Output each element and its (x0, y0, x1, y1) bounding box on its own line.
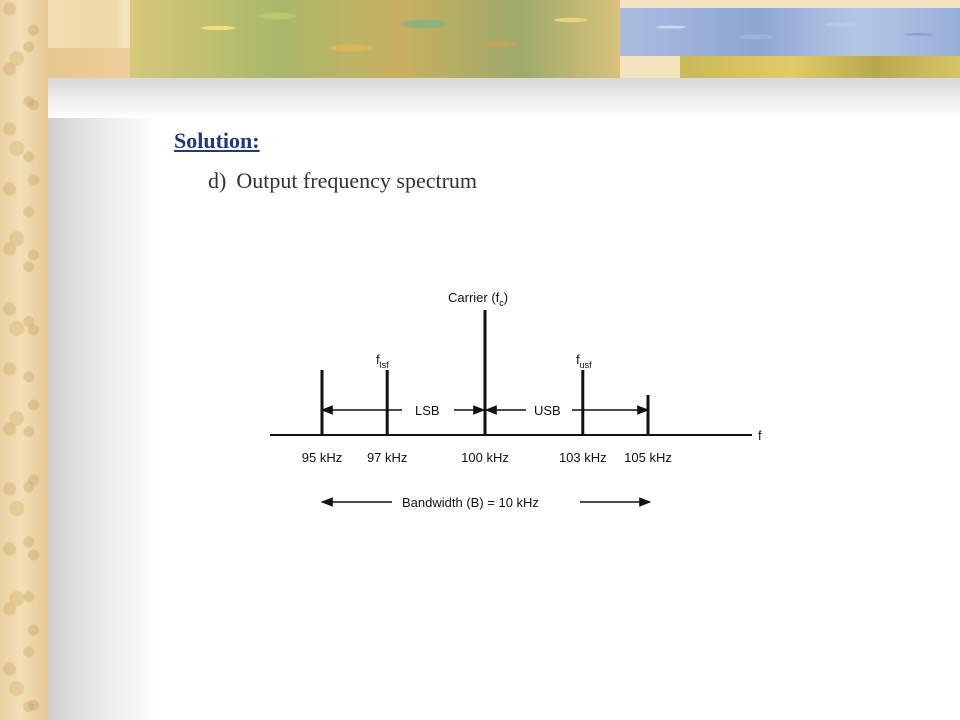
frequency-label-105khz: 105 kHz (624, 450, 672, 465)
spectral-lines (322, 310, 648, 435)
bandwidth-label: Bandwidth (B) = 10 kHz (402, 495, 539, 510)
carrier-label (448, 290, 508, 308)
lsf-label (376, 352, 389, 370)
lsf-label-sub: lsf (379, 360, 389, 370)
solution-heading: Solution: (174, 128, 260, 153)
left-parchment-strip (0, 0, 48, 720)
usb-label: USB (534, 403, 561, 418)
subitem-marker: d) (208, 168, 227, 193)
frequency-label-95khz: 95 kHz (301, 450, 343, 465)
top-shadow (48, 78, 960, 118)
subitem-line (208, 168, 477, 194)
carrier-label-close: ) (503, 290, 509, 305)
left-shadow (48, 80, 158, 720)
decorative-banner (0, 0, 960, 80)
frequency-spectrum-diagram (260, 280, 800, 520)
banner-leaves-image (130, 0, 620, 80)
spectrum-svg (260, 280, 800, 520)
frequency-label-103khz: 103 kHz (558, 450, 607, 465)
axis-label: f (758, 428, 762, 443)
frequency-labels (302, 450, 672, 465)
lsf-label-main: f (376, 352, 380, 367)
carrier-label-sub: c (499, 298, 504, 308)
lsb-label: LSB (415, 403, 440, 418)
usf-label (576, 352, 592, 370)
usf-label-main: f (576, 352, 580, 367)
usf-label-sub: usf (579, 360, 592, 370)
frequency-label-100khz: 100 kHz (461, 450, 509, 465)
banner-flowers-image (620, 8, 960, 56)
frequency-label-97khz: 97 kHz (366, 450, 408, 465)
carrier-label-main: Carrier (f (448, 290, 500, 305)
banner-grass-image (680, 56, 960, 80)
subitem-text: Output frequency spectrum (236, 168, 478, 193)
